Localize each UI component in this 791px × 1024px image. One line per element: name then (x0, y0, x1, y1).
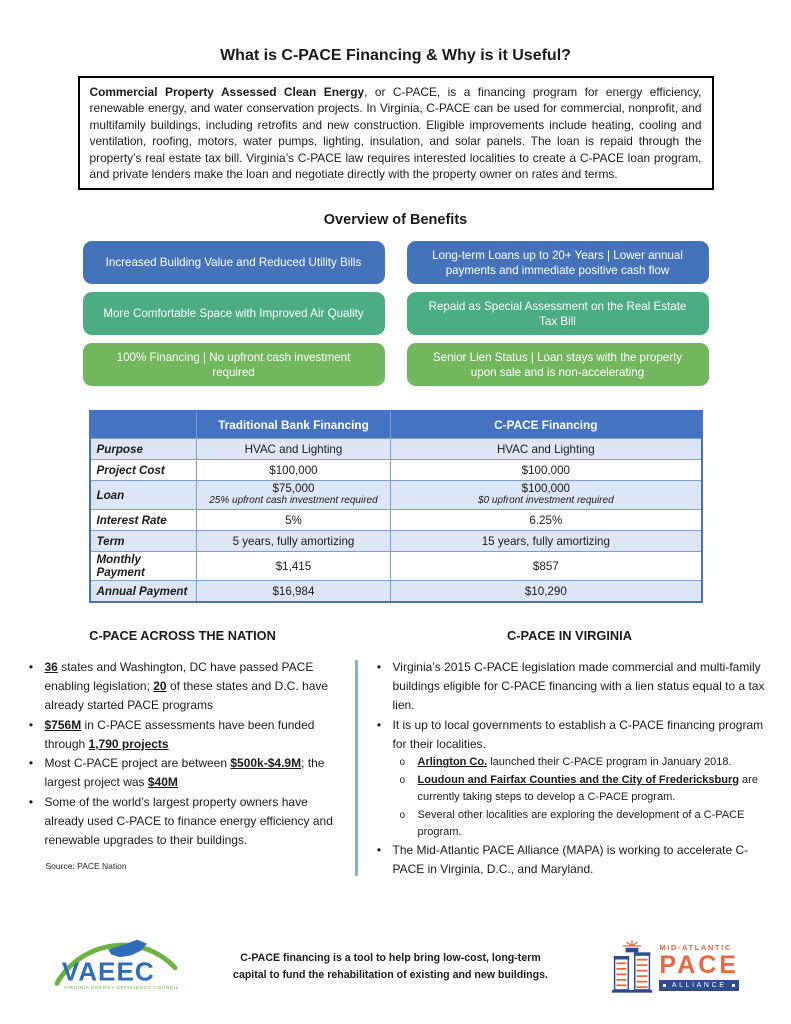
cell-label: Purpose (90, 439, 197, 460)
sub-bullet-text: Loudoun and Fairfax Counties and the City of Fredericksburg are currently taking steps to develop a C-PACE program. (417, 773, 758, 804)
sub-list-item (398, 772, 774, 807)
mapa-wordmark (659, 943, 739, 991)
cell-label: Annual Payment (90, 581, 197, 603)
header-empty-cell (90, 411, 197, 439)
mapa-alliance-bar (659, 980, 739, 991)
intro-lead-text: Commercial Property Assessed Clean Energy (89, 85, 365, 99)
comparison-table-wrap (89, 410, 703, 603)
benefit-card: 100% Financing | No upfront cash investment required (83, 343, 385, 386)
intro-body-text: , or C-PACE, is a financing program for energy efficiency, renewable energy, and water conservation projects. In Virginia, C-PACE can be used for commercial, nonprofit, and multifamily buildings, including retrofits and new construction. Eligible improvements include heating, cooling and ventilation, roofing, motors, water pumps, lighting, insulation, and solar panels. The loan is repaid through the property’s real estate tax bill. Virginia’s C-PACE law requires interested localities to create a C-PACE loan program, and private lenders make the loan and negotiate directly with the property owner on rates and terms. (89, 85, 702, 182)
cell-label: Project Cost (90, 460, 197, 481)
sub-bullet-marker-icon (398, 772, 418, 807)
vaeec-logo-icon (52, 933, 180, 995)
list-item (18, 716, 348, 754)
two-column-section (18, 628, 774, 880)
list-item (18, 754, 348, 792)
vaeec-wordmark: VAEEC (61, 956, 155, 987)
virginia-state-shape (108, 940, 147, 957)
cell-label: Loan (90, 481, 197, 510)
cell-value: $75,000 (272, 482, 315, 496)
header-bank-cell: Traditional Bank Financing (196, 411, 390, 439)
bullet-marker-icon (366, 841, 393, 879)
table-row (90, 481, 702, 510)
comparison-table (89, 410, 703, 603)
bullet-marker-icon (18, 793, 45, 849)
sub-list-item (398, 754, 774, 771)
table-row (90, 439, 702, 460)
benefit-card: More Comfortable Space with Improved Air Quality (83, 292, 385, 335)
cell-bank: $100,000 (196, 460, 390, 481)
bullet-text: Some of the world’s largest property owners have already used C-PACE to finance energy efficiency and renewable upgrades to their buildings. (44, 795, 333, 847)
divider-bar (355, 660, 358, 876)
vaeec-logo (52, 933, 192, 1000)
sub-bullet-marker-icon (398, 754, 418, 771)
cell-label: Monthly Payment (90, 552, 197, 581)
list-item (18, 793, 348, 849)
cell-cpace: HVAC and Lighting (391, 439, 702, 460)
table-row (90, 510, 702, 531)
cell-bank: $1,415 (196, 552, 390, 581)
cell-cpace: 6.25% (391, 510, 702, 531)
sub-bullet-text: Several other localities are exploring the development of a C-PACE program. (417, 808, 745, 839)
cell-label: Term (90, 531, 197, 552)
source-note: Source: PACE Nation (45, 861, 127, 872)
benefits-grid (83, 241, 709, 386)
table-row (90, 581, 702, 603)
sub-list-item (398, 807, 774, 842)
mapa-alliance-text: ALLIANCE (671, 981, 727, 989)
intro-paragraph-box (78, 76, 714, 190)
cell-cpace: 15 years, fully amortizing (391, 531, 702, 552)
virginia-column (366, 628, 774, 880)
cell-bank: 5 years, fully amortizing (196, 531, 390, 552)
table-row (90, 531, 702, 552)
virginia-heading: C-PACE IN VIRGINIA (507, 628, 632, 644)
cell-label: Interest Rate (90, 510, 197, 531)
cell-value: $100,000 (521, 482, 570, 496)
cell-bank: $16,984 (196, 581, 390, 603)
bullet-text: Virginia’s 2015 C-PACE legislation made commercial and multi-family buildings eligible for C-PACE financing with a lien status equal to a tax lien. (392, 660, 765, 713)
cell-bank: 5% (196, 510, 390, 531)
header-cpace-cell: C-PACE Financing (391, 411, 702, 439)
bullet-marker-icon (366, 716, 393, 754)
footer-message: C-PACE financing is a tool to help bring low-cost, long-term capital to fund the rehabilitation of existing and new buildings. (233, 952, 548, 981)
table-header-row (90, 411, 702, 439)
cell-note: 25% upfront cash investment required (209, 495, 378, 507)
bullet-marker-icon (366, 658, 393, 714)
page-title: What is C-PACE Financing & Why is it Useful? (220, 47, 571, 64)
cell-cpace: $100,000 (391, 460, 702, 481)
mapa-logo (589, 938, 739, 996)
bar-square-icon (663, 984, 666, 987)
list-item (366, 841, 774, 879)
bullet-marker-icon (18, 754, 45, 792)
vaeec-caption: VIRGINIA ENERGY EFFICIENCY COUNCIL (63, 986, 180, 992)
mapa-buildings-icon (610, 938, 654, 996)
benefit-card: Senior Lien Status | Loan stays with the property upon sale and is non-accelerating (407, 343, 709, 386)
mapa-pace-text: PACE (659, 950, 739, 979)
benefits-heading: Overview of Benefits (323, 212, 468, 229)
benefit-card: Repaid as Special Assessment on the Real Estate Tax Bill (407, 292, 709, 335)
table-row (90, 460, 702, 481)
benefit-card: Increased Building Value and Reduced Utility Bills (83, 241, 385, 284)
bar-square-icon (732, 984, 735, 987)
list-item (366, 716, 774, 754)
table-row (90, 552, 702, 581)
bullet-text: 36 states and Washington, DC have passed PACE enabling legislation; 20 of these states and D.C. have already started PACE programs (44, 660, 329, 713)
list-item (18, 658, 348, 714)
bullet-text: It is up to local governments to establish a C-PACE financing program for their localities. (392, 717, 764, 751)
bullet-text: The Mid-Atlantic PACE Alliance (MAPA) is working to accelerate C-PACE in Virginia, D.C., and Maryland. (392, 843, 749, 877)
mapa-midatlantic-text: MID-ATLANTIC (659, 942, 732, 952)
column-divider (348, 628, 366, 880)
footer (0, 933, 791, 1000)
sub-bullet-marker-icon (398, 807, 418, 842)
bullet-marker-icon (18, 658, 45, 714)
benefit-card: Long-term Loans up to 20+ Years | Lower annual payments and immediate positive cash flow (407, 241, 709, 284)
bullet-text: $756M in C-PACE assessments have been funded through 1,790 projects (44, 717, 315, 751)
cell-note: $0 upfront investment required (478, 495, 614, 507)
sub-bullet-text: Arlington Co. launched their C-PACE program in January 2018. (417, 756, 732, 769)
cell-cpace (391, 481, 702, 510)
list-item (366, 658, 774, 714)
bullet-text: Most C-PACE project are between $500k-$4.9M; the largest project was $40M (44, 756, 325, 790)
cell-cpace: $857 (391, 552, 702, 581)
cell-bank: HVAC and Lighting (196, 439, 390, 460)
nation-column (18, 628, 348, 880)
cell-cpace: $10,290 (391, 581, 702, 603)
nation-heading: C-PACE ACROSS THE NATION (89, 628, 276, 644)
bullet-marker-icon (18, 716, 45, 754)
cell-bank (196, 481, 390, 510)
